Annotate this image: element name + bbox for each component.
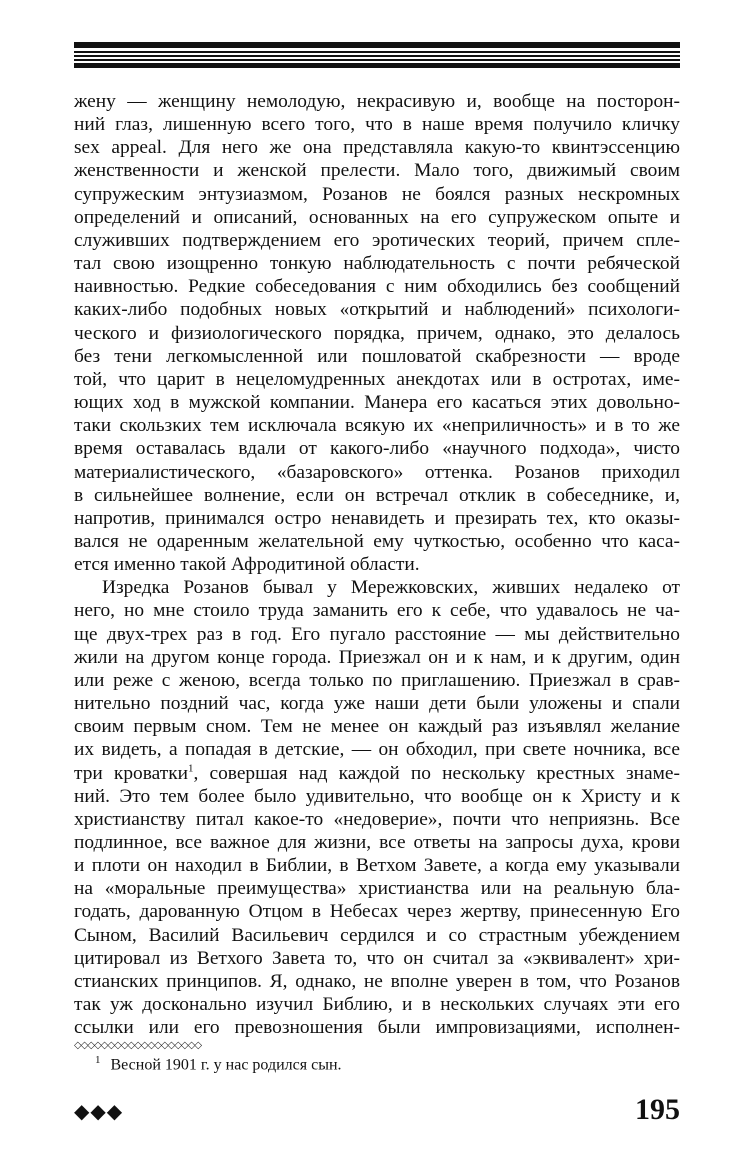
text-line: служивших подтверждением его эротических теорий, причем спле- xyxy=(74,229,680,251)
footnote-mark: 1 xyxy=(95,1054,101,1066)
footnote-text: Весной 1901 г. у нас родился сын. xyxy=(110,1056,342,1074)
text-line: ссылки или его превозношения были импровизациями, исполнен- xyxy=(74,1017,680,1039)
text-line: определений и описаний, основанных на его супружеском опыте и xyxy=(74,206,680,228)
text-line: ческого и физиологического порядка, причем, однако, это делалось xyxy=(74,322,680,344)
text-line: него, но мне стоило труда заманить его к себе, что удавалось не ча- xyxy=(74,600,680,622)
text-line: жену — женщину немолодую, некрасивую и, вообще на посторон- xyxy=(74,91,680,112)
text-line: своим первым сном. Тем не менее он каждый раз изъявлял желание xyxy=(74,716,680,738)
paragraph-2 xyxy=(74,576,680,1039)
text-line: так уж досконально изучил Библию, и в нескольких случаях эти его xyxy=(74,994,680,1016)
text-line: Изредка Розанов бывал у Мережковских, живших недалеко от xyxy=(102,577,680,599)
text-line: время оставалась вдали от какого-либо «научного подхода», чисто xyxy=(74,438,680,460)
text-segment: три кроватки xyxy=(74,762,188,784)
text-line: или реже с женою, всегда только по приглашению. Приезжал в срав- xyxy=(74,669,680,691)
text-line: напротив, принимался остро ненавидеть и презирать тех, кто оказы- xyxy=(74,507,680,529)
text-line: ще двух-трех раз в год. Его пугало расстояние — мы действительно xyxy=(74,623,680,645)
diamond-ornament-icon: ◆◆◆ xyxy=(74,1099,124,1123)
text-line: Сыном, Василий Васильевич сердился и со страстным убеждением xyxy=(74,924,680,946)
text-line: жили на другом конце города. Приезжал он и к нам, и к другим, один xyxy=(74,646,680,668)
text-line: ний. Это тем более было удивительно, что вообще он к Христу и к xyxy=(74,785,680,807)
text-line: в сильнейшее волнение, если он встречал отклик в собеседнике, и, xyxy=(74,484,680,506)
text-line: без тени легкомысленной или пошловатой скабрезности — вроде xyxy=(74,345,680,367)
text-line: стианских принципов. Я, однако, не вполне уверен в том, что Розанов xyxy=(74,970,680,992)
text-line: тал свою изощренно тонкую наблюдательность с почти ребяческой xyxy=(74,253,680,275)
text-line: и плоти он находил в Библии, в Ветхом Завете, а когда ему указывали xyxy=(74,855,680,877)
text-line: подлинное, все важное для жизни, все ответы на запросы духа, крови xyxy=(74,832,680,853)
text-line: супружеским энтузиазмом, Розанов не боялся разных нескромных xyxy=(74,183,680,205)
text-line: наивностью. Редкие собеседования с ним обходились без сообщений xyxy=(74,276,680,298)
text-line: той, что царит в нецеломудренных анекдотах или в остротах, име- xyxy=(74,368,680,390)
footnote-separator: ◇◇◇◇◇◇◇◇◇◇◇◇◇◇◇◇◇◇◇ xyxy=(74,1040,202,1051)
body-text xyxy=(74,90,680,1039)
text-line: их видеть, а попадая в детские, — он обходил, при свете ночника, все xyxy=(74,739,680,761)
text-line: христианству питал какое-то «недоверие», почти что неприязнь. Все xyxy=(74,808,680,830)
text-line: цитировал из Ветхого Завета то, что он считал за «эквивалент» хри- xyxy=(74,947,680,969)
text-line: ний глаз, лишенную всего того, что в наше время получило кличку xyxy=(74,114,680,136)
text-segment: , совершая над каждой по нескольку крестных знаме- xyxy=(193,762,680,784)
header-rule-band xyxy=(74,42,680,68)
text-line: нительно поздний час, когда уже наши дети были уложены и спали xyxy=(74,693,680,715)
text-line: ется именно такой Афродитиной области. xyxy=(74,554,420,576)
text-line: каких-либо подобных новых «открытий и наблюдений» психологи- xyxy=(74,299,680,321)
text-line: материалистического, «базаровского» оттенка. Розанов приходил xyxy=(74,461,680,483)
footnote xyxy=(95,1054,342,1074)
text-line: на «моральные преимущества» христианства или на реальную бла- xyxy=(74,878,680,900)
text-line: sex appeal. Для него же она представляла какую-то квинтэссенцию xyxy=(74,137,680,159)
text-line: годать, дарованную Отцом в Небесах через жертву, принесенную Его xyxy=(74,901,680,923)
text-line: ющих ход в мужской компании. Манера его касаться этих довольно- xyxy=(74,392,680,414)
footnote-reference[interactable]: 1 xyxy=(188,762,194,775)
text-line: женственности и женской прелести. Мало того, движимый своим xyxy=(74,160,680,182)
page-number: 195 xyxy=(635,1093,680,1126)
text-line: вался не одаренным желательной ему чуткостью, особенно что каса- xyxy=(74,530,680,552)
text-line: таки скользких тем исключала всякую их «неприличность» и в то же xyxy=(74,415,680,437)
text-line-with-footnote xyxy=(74,762,680,785)
paragraph-1 xyxy=(74,90,680,576)
